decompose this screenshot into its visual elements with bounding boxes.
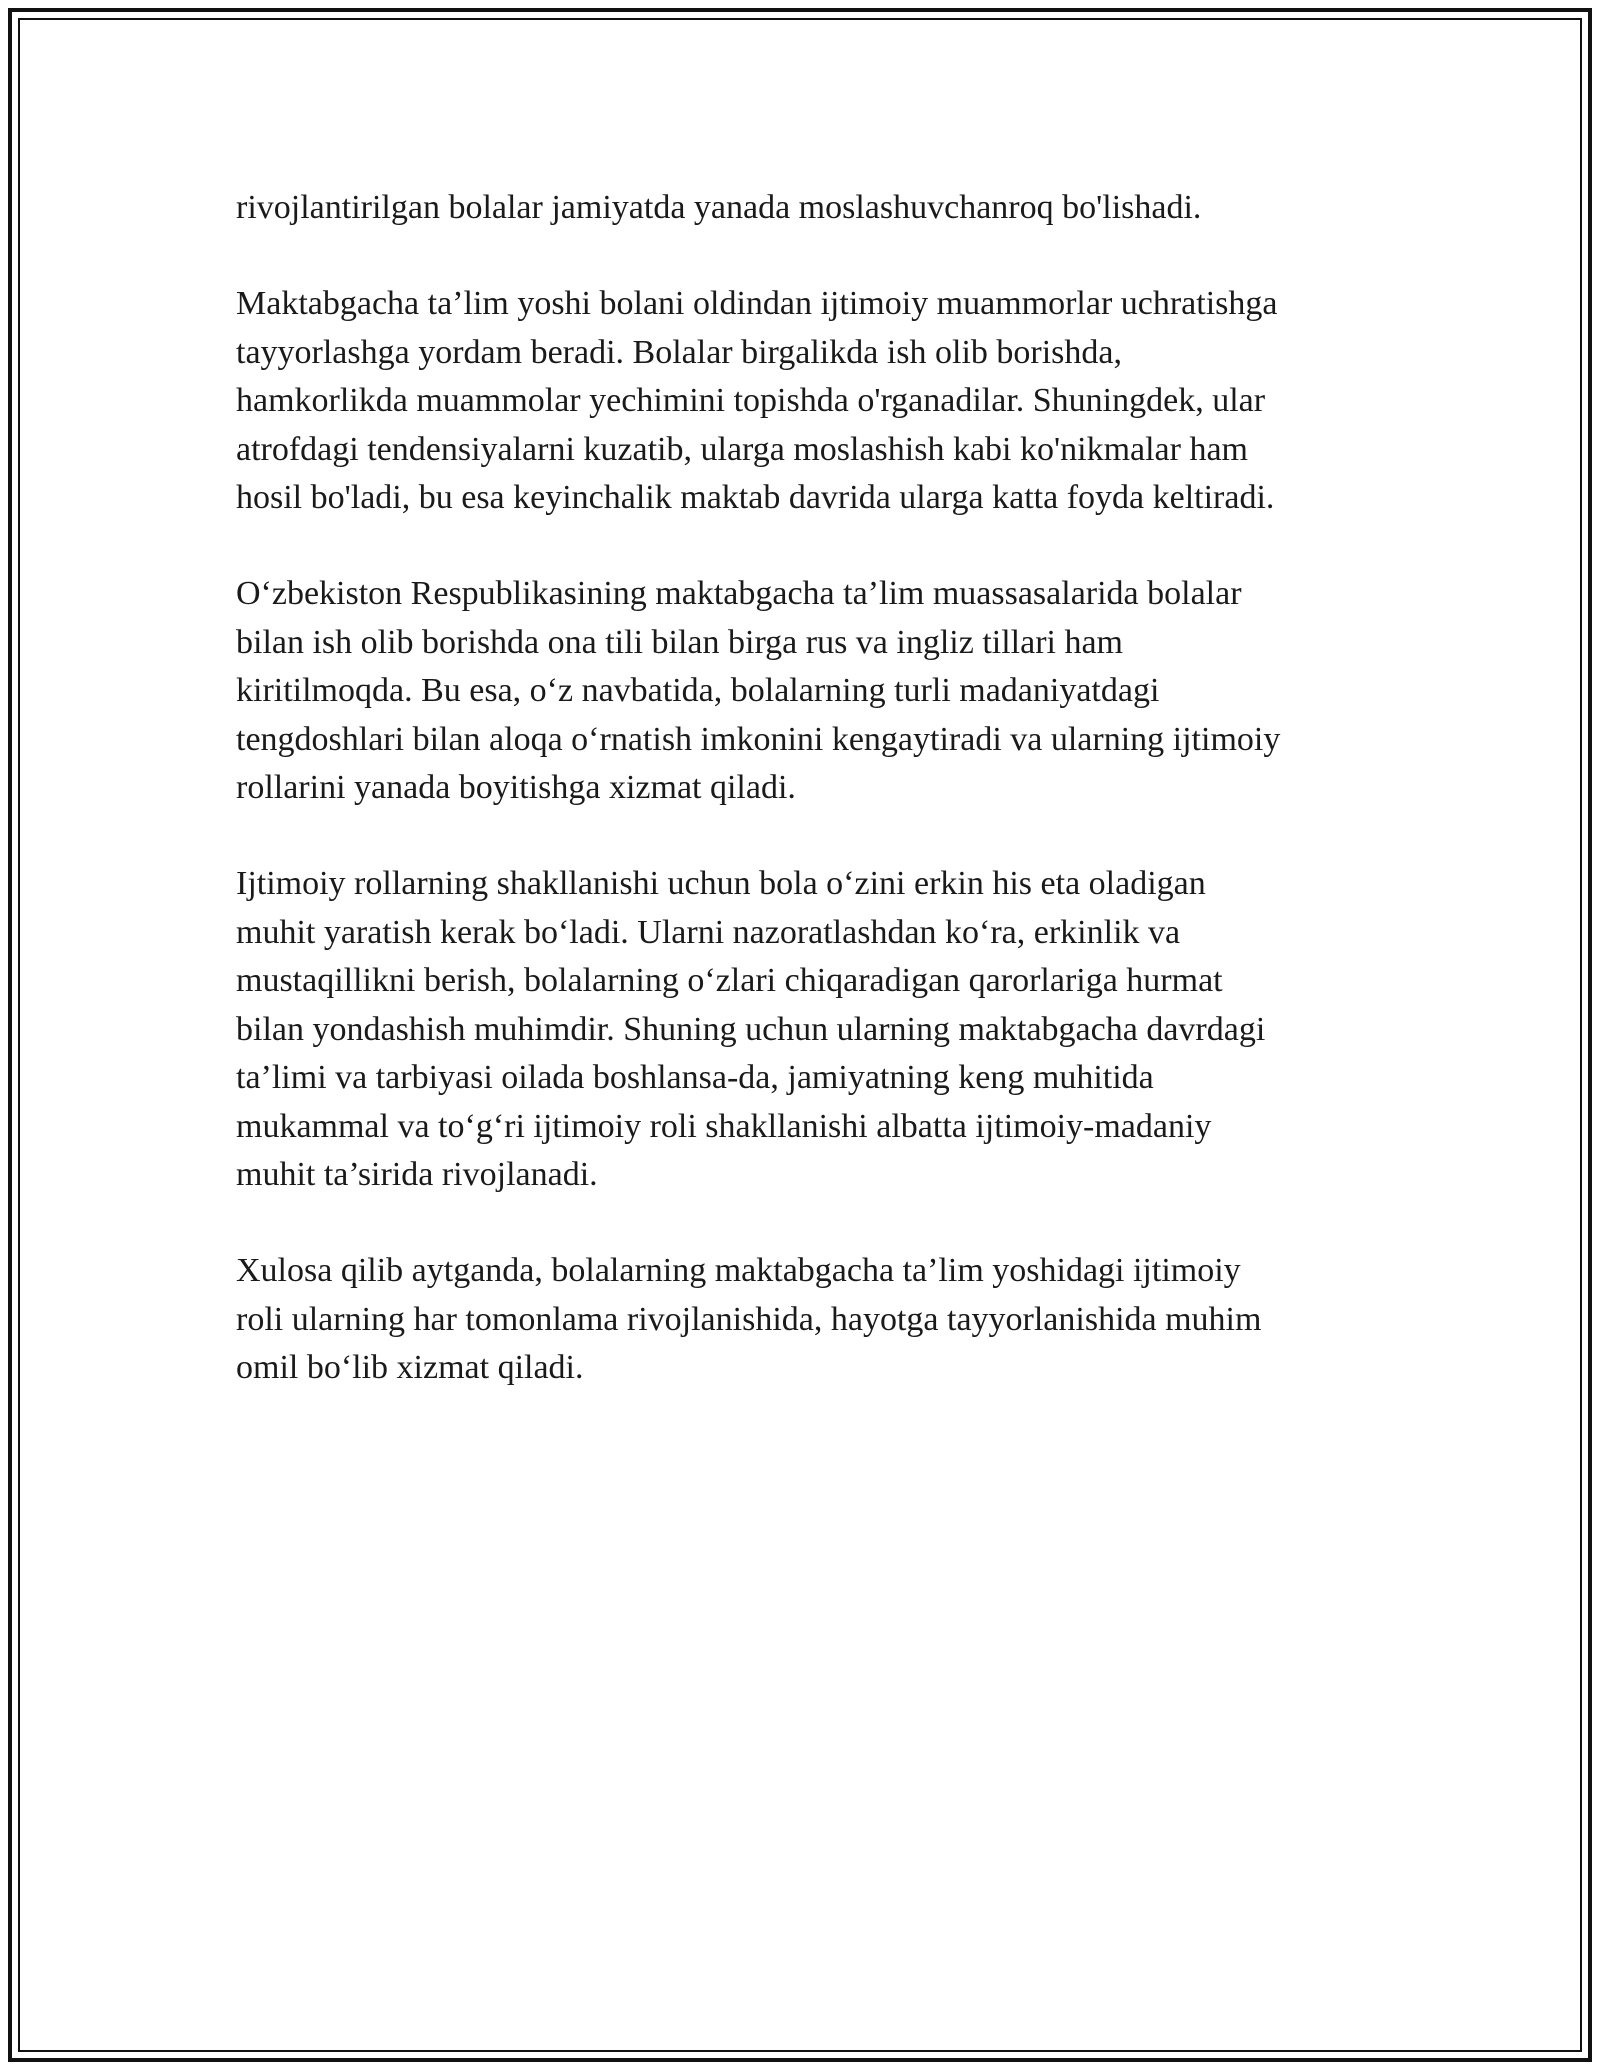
paragraph-conclusion: Xulosa qilib aytganda, bolalarning maktabgacha ta’lim yoshidagi ijtimoiy roli ularning har tomonlama rivojlanishida, hayotga tayyorlanishida muhim omil bo‘lib xizmat qiladi.	[236, 1252, 1262, 1387]
paragraph-continuation: rivojlantirilgan bolalar jamiyatda yanada moslashuvchanroq bo'lishadi.	[236, 189, 1202, 226]
paragraph-preschool-preparation: Maktabgacha ta’lim yoshi bolani oldindan ijtimoiy muammorlar uchratishga tayyorlashga yordam beradi. Bolalar birgalikda ish olib borishda, hamkorlikda muammolar yechimini topishda o'rganadilar. Shuningdek, ular atrofdagi tendensiyalarni kuzatib, ularga moslashish kabi ko'nikmalar ham hosil bo'ladi, bu esa keyinchalik maktab davrida ularga katta foyda keltiradi.	[236, 285, 1278, 517]
paragraph-languages: O‘zbekiston Respublikasining maktabgacha ta’lim muassasalarida bolalar bilan ish olib borishda ona tili bilan birga rus va ingliz tillari ham kiritilmoqda. Bu esa, o‘z navbatida, bolalarning turli madaniyatdagi tengdoshlari bilan aloqa o‘rnatish imkonini kengaytiradi va ularning ijtimoiy rollarini yanada boyitishga xizmat qiladi.	[236, 575, 1281, 807]
document-body	[236, 184, 1376, 1441]
paragraph-social-roles: Ijtimoiy rollarning shakllanishi uchun bola o‘zini erkin his eta oladigan muhit yaratish kerak bo‘ladi. Ularni nazoratlashdan ko‘ra, erkinlik va mustaqillikni berish, bolalarning o‘zlari chiqaradigan qarorlariga hurmat bilan yondashish muhimdir. Shuning uchun ularning maktabgacha davrdagi ta’limi va tarbiyasi oilada boshlansa-da, jamiyatning keng muhitida mukammal va to‘g‘ri ijtimoiy roli shakllanishi albatta ijtimoiy-madaniy muhit ta’sirida rivojlanadi.	[236, 865, 1266, 1193]
